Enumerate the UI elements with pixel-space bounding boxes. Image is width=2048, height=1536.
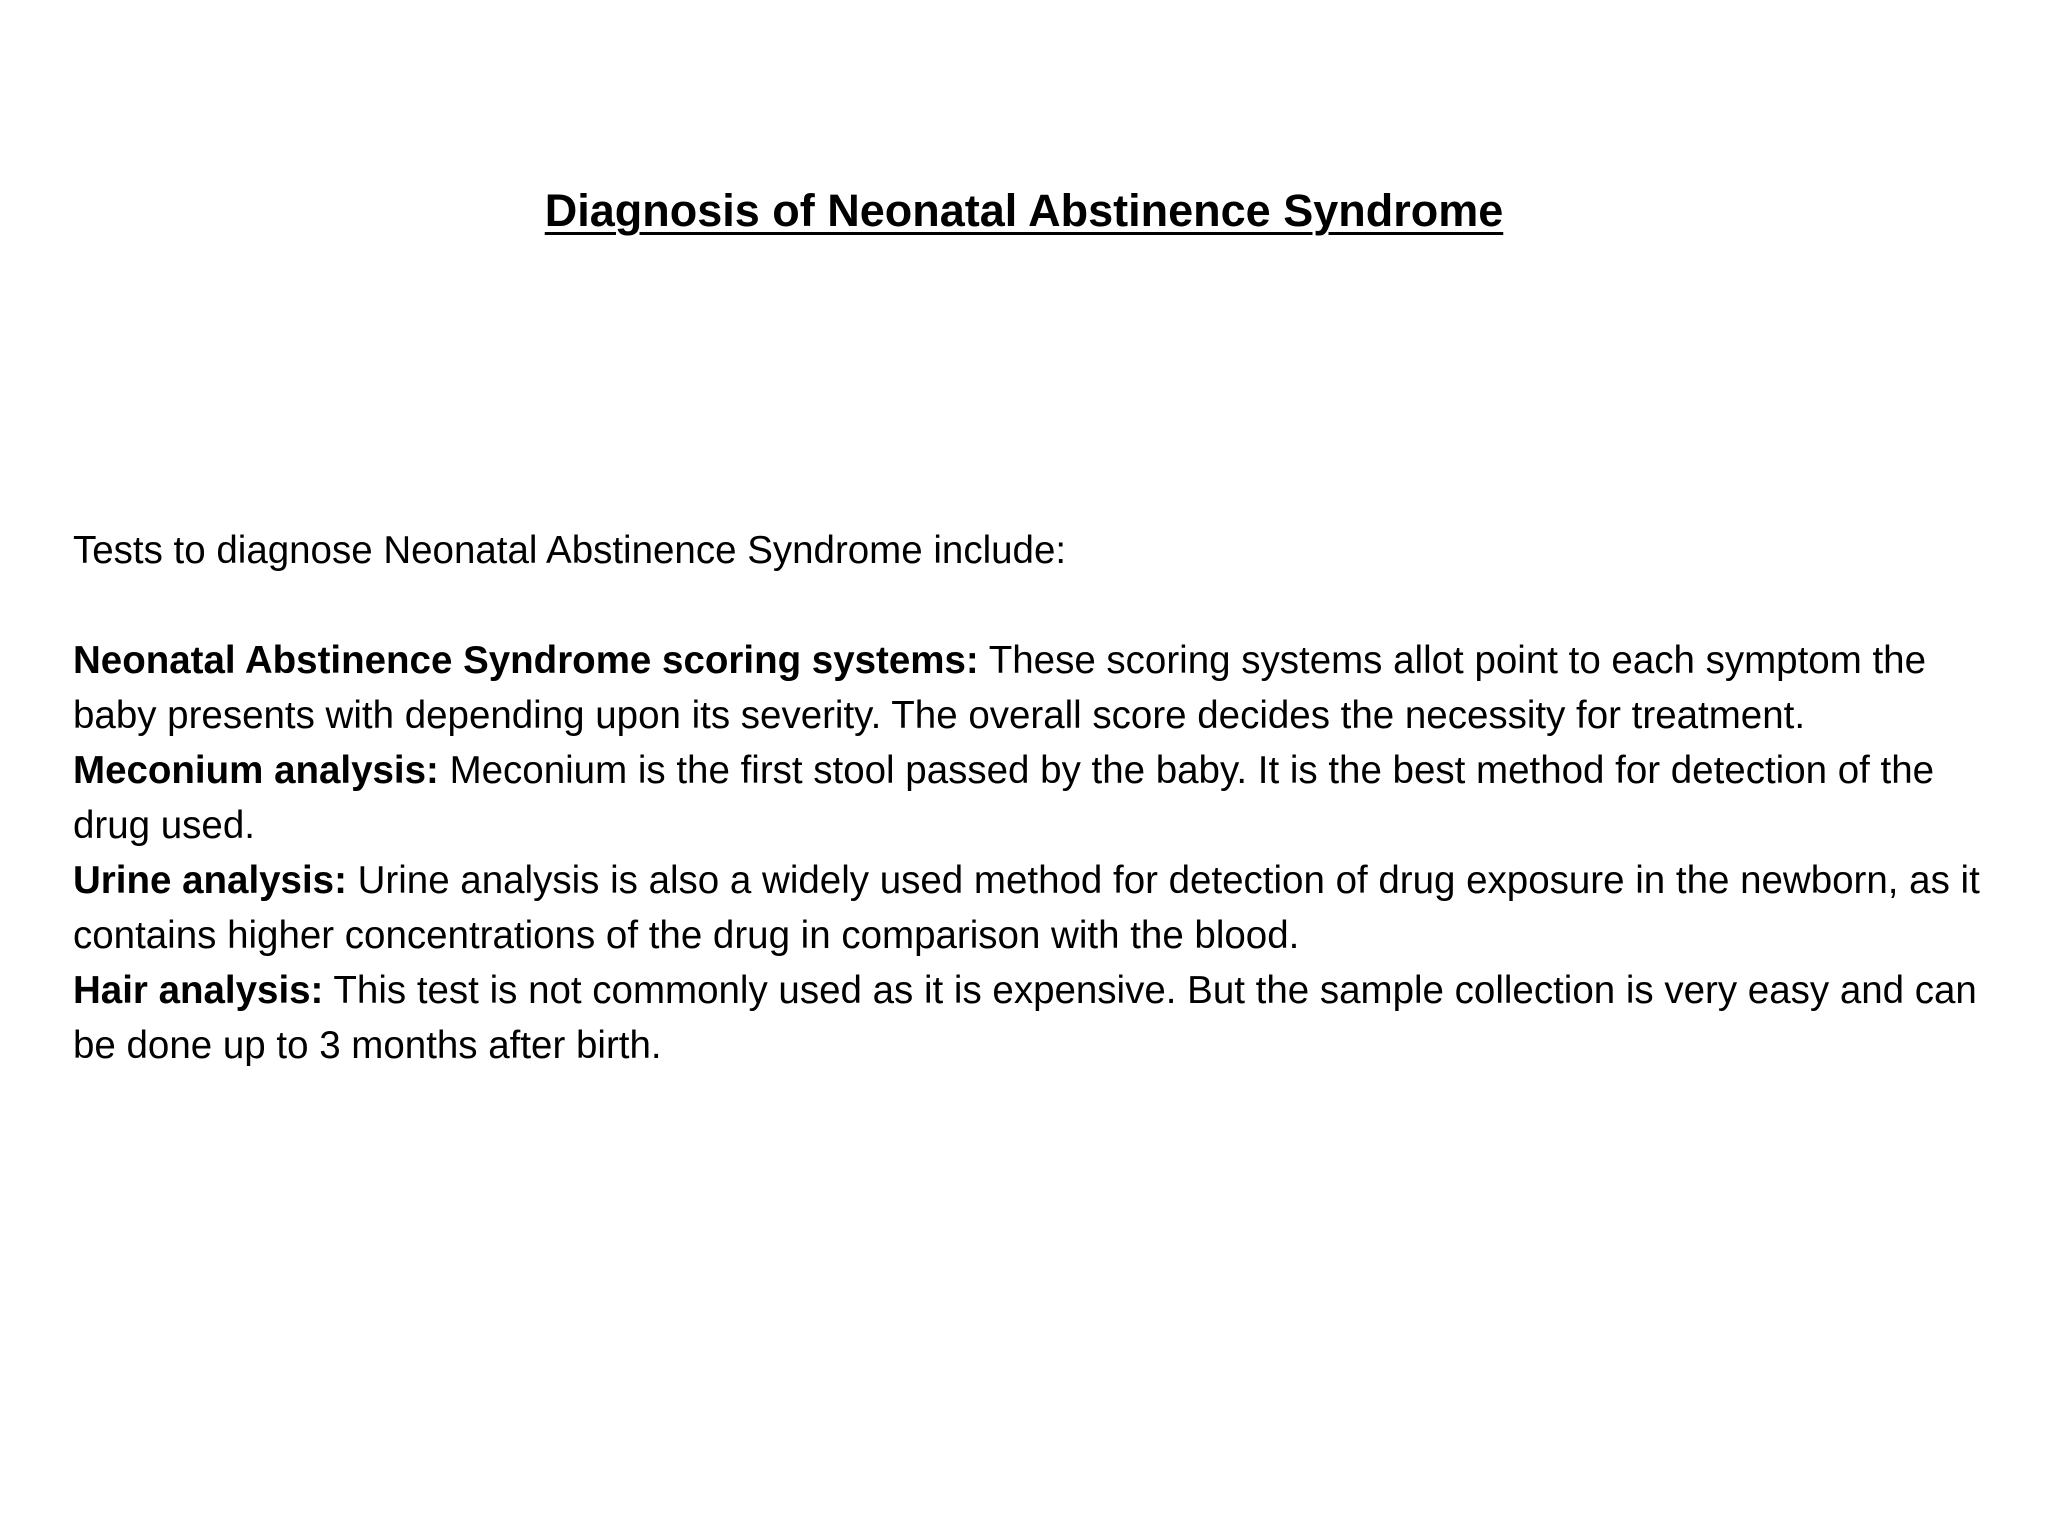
test-term: Meconium analysis: [73, 749, 439, 792]
test-description: Urine analysis is also a widely used method for detection of drug exposure in the newborn, as it contains higher concentrations of the drug in comparison with the blood. [73, 859, 1980, 957]
test-item-urine-analysis [73, 853, 1998, 963]
test-term: Neonatal Abstinence Syndrome scoring systems: [73, 639, 979, 682]
page-title-text: Diagnosis of Neonatal Abstinence Syndrome [544, 185, 1504, 236]
page-title [0, 178, 2048, 244]
test-item-meconium-analysis [73, 743, 1998, 853]
intro-text: Tests to diagnose Neonatal Abstinence Syndrome include: [73, 529, 1067, 572]
test-description: These scoring systems allot point to each symptom the baby presents with depending upon its severity. The overall score decides the necessity for treatment. [73, 639, 1926, 737]
document-body [73, 523, 1998, 1073]
test-description: Meconium is the first stool passed by the baby. It is the best method for detection of the drug used. [73, 749, 1935, 847]
test-term: Hair analysis: [73, 969, 324, 1012]
paragraph-spacer [73, 578, 1998, 633]
test-item-scoring-systems [73, 633, 1998, 743]
test-item-hair-analysis [73, 963, 1998, 1073]
test-description: This test is not commonly used as it is expensive. But the sample collection is very easy and can be done up to 3 months after birth. [73, 969, 1977, 1067]
test-term: Urine analysis: [73, 859, 347, 902]
